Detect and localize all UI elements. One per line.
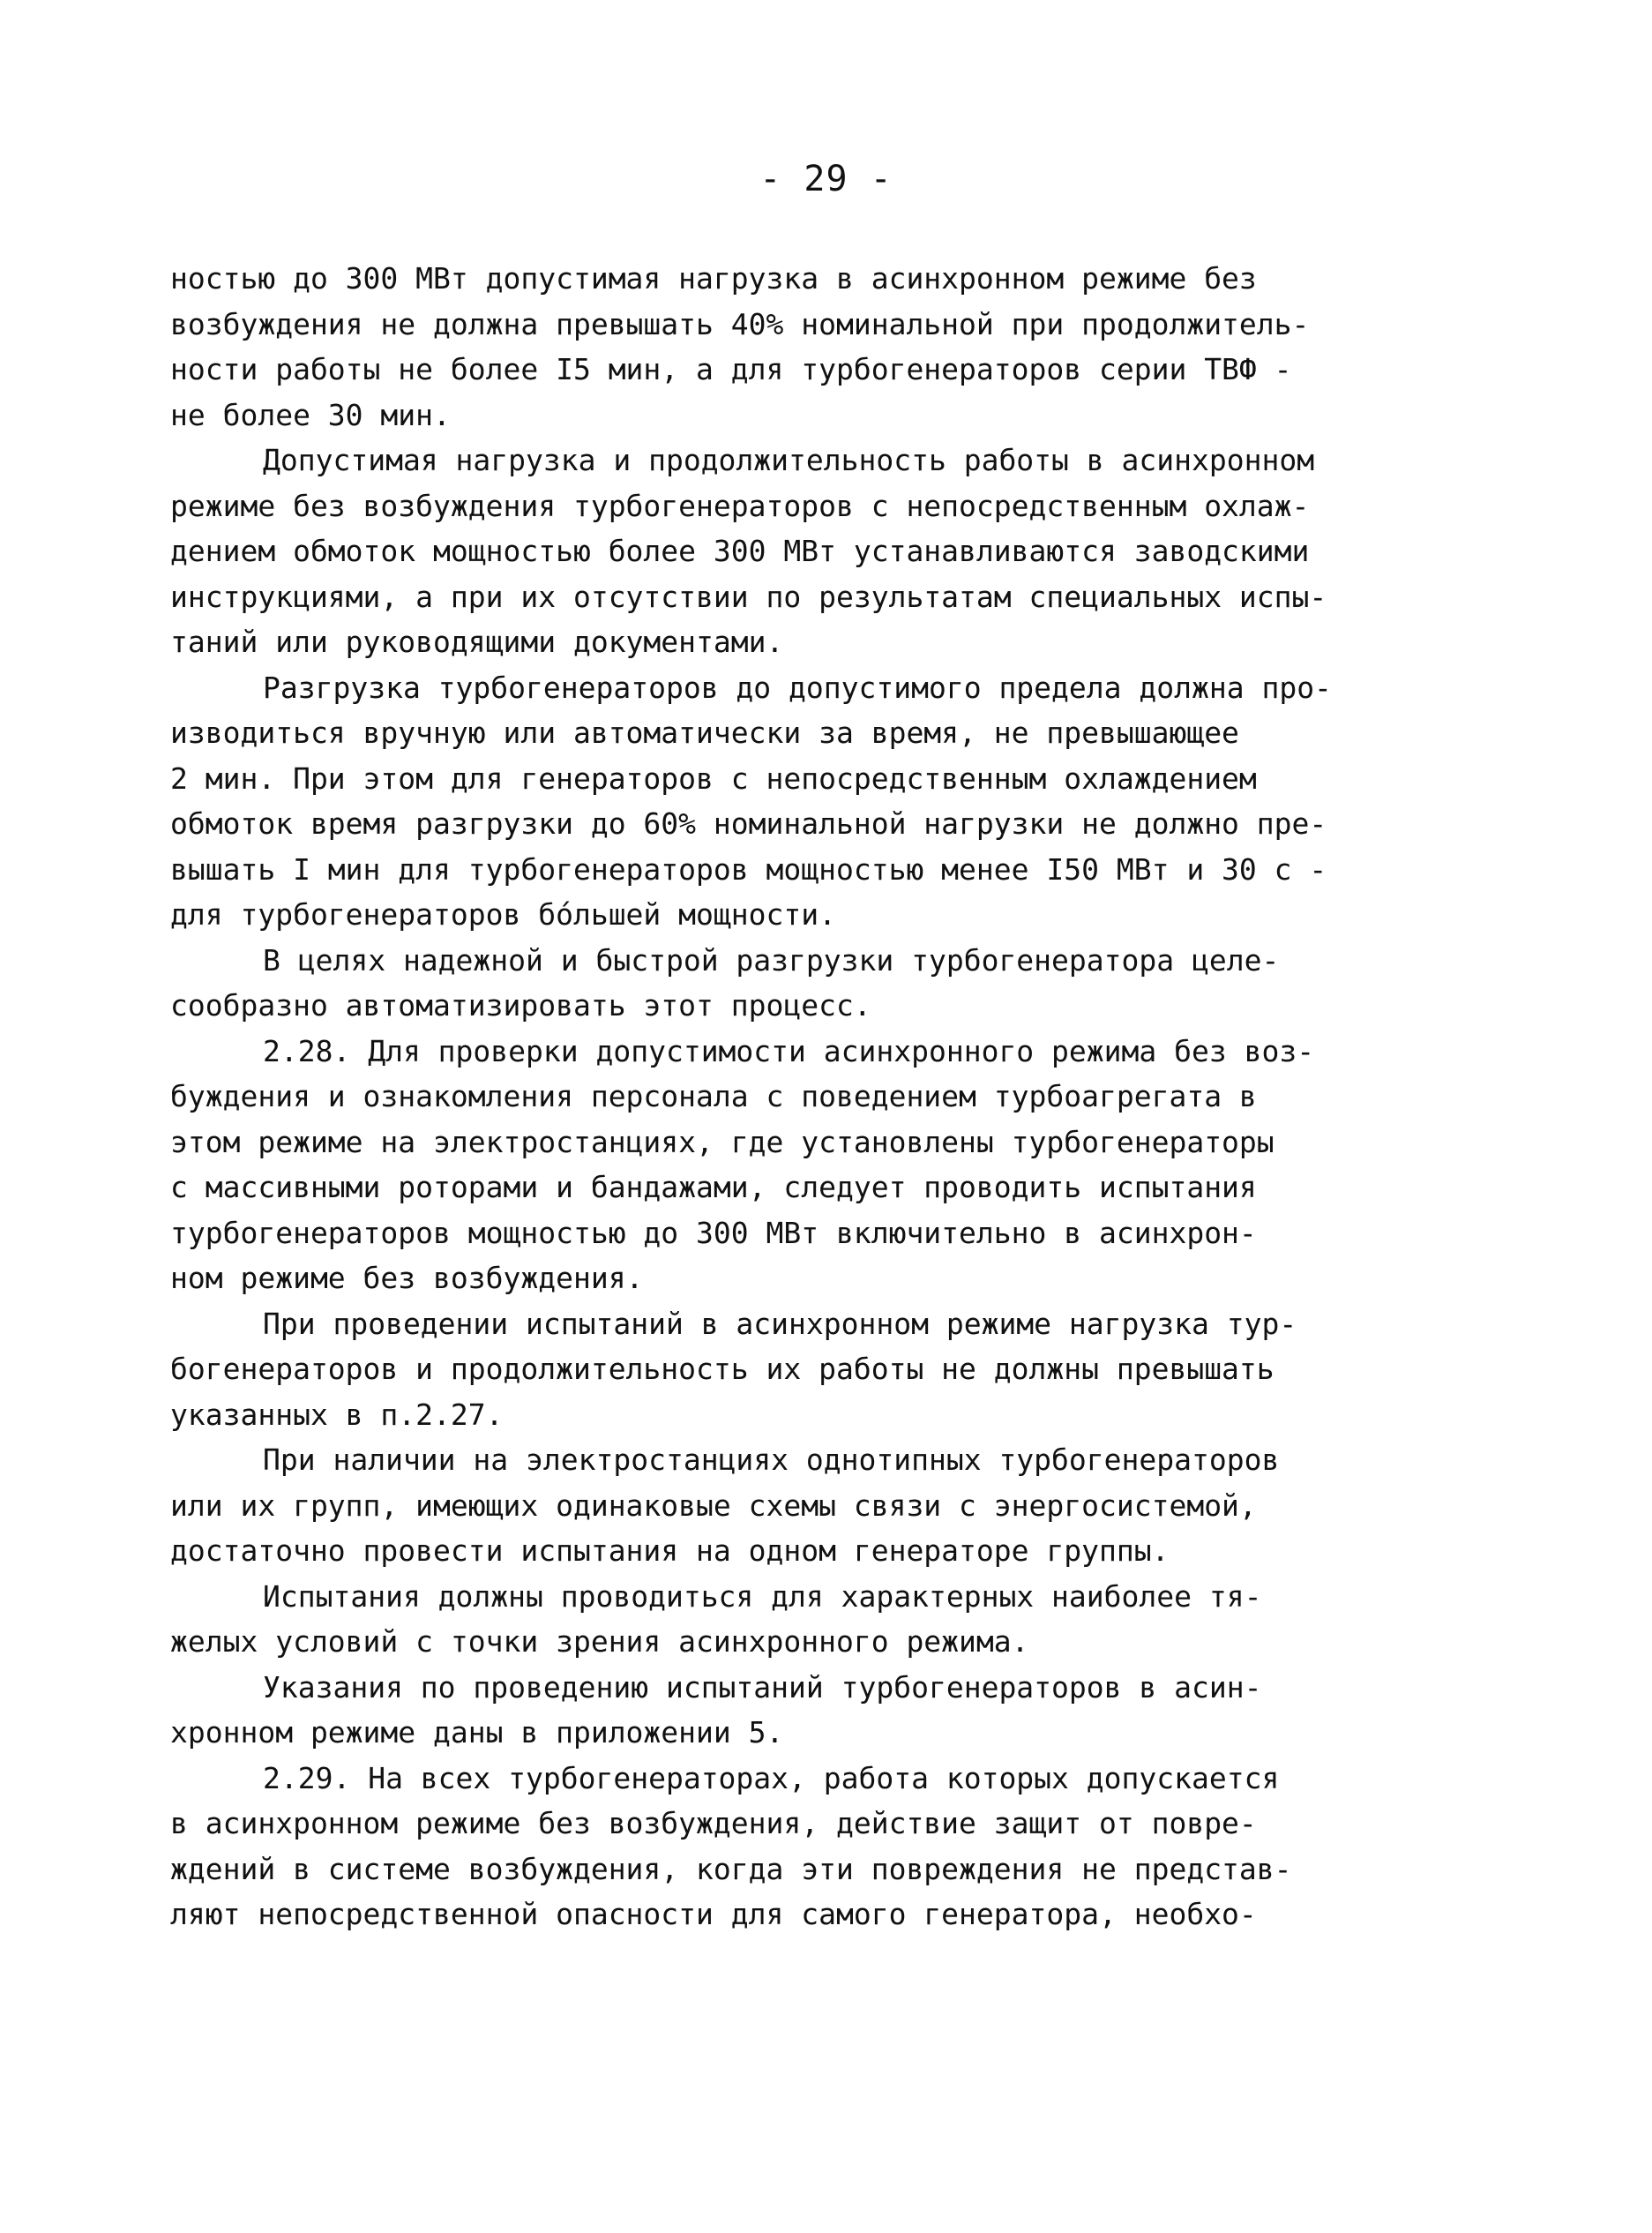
paragraph-first-line: При проведении испытаний в асинхронном режиме нагрузка тур- <box>263 1306 1297 1341</box>
text-line: таний или руководящими документами. <box>170 625 784 659</box>
text-line: ности работы не более I5 мин, а для турбогенераторов серии ТВФ - <box>170 352 1292 386</box>
page-number: - 29 - <box>759 159 893 199</box>
text-line: в асинхронном режиме без возбуждения, действие защит от повре- <box>170 1806 1257 1840</box>
text-line: ждений в системе возбуждения, когда эти повреждения не представ- <box>170 1851 1292 1886</box>
text-line: этом режиме на электростанциях, где установлены турбогенераторы <box>170 1124 1275 1159</box>
paragraph-first-line: При наличии на электростанциях однотипных турбогенераторов <box>263 1442 1280 1477</box>
text-line: изводиться вручную или автоматически за время, не превышающее <box>170 716 1239 750</box>
text-line: возбуждения не должна превышать 40% номинальной при продолжитель- <box>170 306 1310 341</box>
text-line: богенераторов и продолжительность их работы не должны превышать <box>170 1352 1275 1386</box>
text-line: дением обмоток мощностью более 300 МВт устанавливаются заводскими <box>170 534 1310 568</box>
text-line: турбогенераторов мощностью до 300 МВт включительно в асинхрон- <box>170 1215 1257 1250</box>
text-line: буждения и ознакомления персонала с поведением турбоагрегата в <box>170 1079 1257 1113</box>
section-2-29-first-line: 2.29. На всех турбогенераторах, работа которых допускается <box>263 1760 1280 1795</box>
text-line: для турбогенераторов бо́льшей мощности. <box>170 897 836 932</box>
text-line: хронном режиме даны в приложении 5. <box>170 1715 784 1750</box>
section-2-28-first-line: 2.28. Для проверки допустимости асинхронного режима без воз- <box>263 1033 1315 1068</box>
text-line: ностью до 300 МВт допустимая нагрузка в асинхронном режиме без <box>170 261 1257 296</box>
paragraph-first-line: Допустимая нагрузка и продолжительность работы в асинхронном <box>263 443 1315 477</box>
text-line: ляют непосредственной опасности для самого генератора, необхо- <box>170 1897 1257 1931</box>
text-line: обмоток время разгрузки до 60% номинальной нагрузки не должно пре- <box>170 806 1327 841</box>
paragraph-first-line: Разгрузка турбогенераторов до допустимого предела должна про- <box>263 670 1332 705</box>
paragraph-first-line: Испытания должны проводиться для характерных наиболее тя- <box>263 1578 1262 1614</box>
text-line: указанных в п.2.27. <box>170 1397 504 1432</box>
text-line: ном режиме без возбуждения. <box>170 1261 644 1295</box>
text-line: не более 30 мин. <box>170 397 451 432</box>
text-line: режиме без возбуждения турбогенераторов с непосредственным охлаж- <box>170 488 1310 523</box>
text-line: достаточно провести испытания на одном генераторе группы. <box>170 1533 1170 1568</box>
paragraph-first-line: Указания по проведению испытаний турбогенераторов в асин- <box>263 1669 1262 1705</box>
text-line: желых условий с точки зрения асинхронного режима. <box>170 1624 1029 1659</box>
text-line: вышать I мин для турбогенераторов мощностью менее I50 МВт и 30 с - <box>170 851 1327 887</box>
text-line: или их групп, имеющих одинаковые схемы связи с энергосистемой, <box>170 1487 1257 1523</box>
text-line: сообразно автоматизировать этот процесс. <box>170 988 871 1023</box>
body-text <box>170 256 1387 1937</box>
paragraph-first-line: В целях надежной и быстрой разгрузки турбогенератора целе- <box>263 942 1280 978</box>
text-line: инструкциями, а при их отсутствии по результатам специальных испы- <box>170 579 1327 614</box>
text-line: 2 мин. При этом для генераторов с непосредственным охлаждением <box>170 761 1257 796</box>
text-line: с массивными роторами и бандажами, следует проводить испытания <box>170 1170 1257 1204</box>
